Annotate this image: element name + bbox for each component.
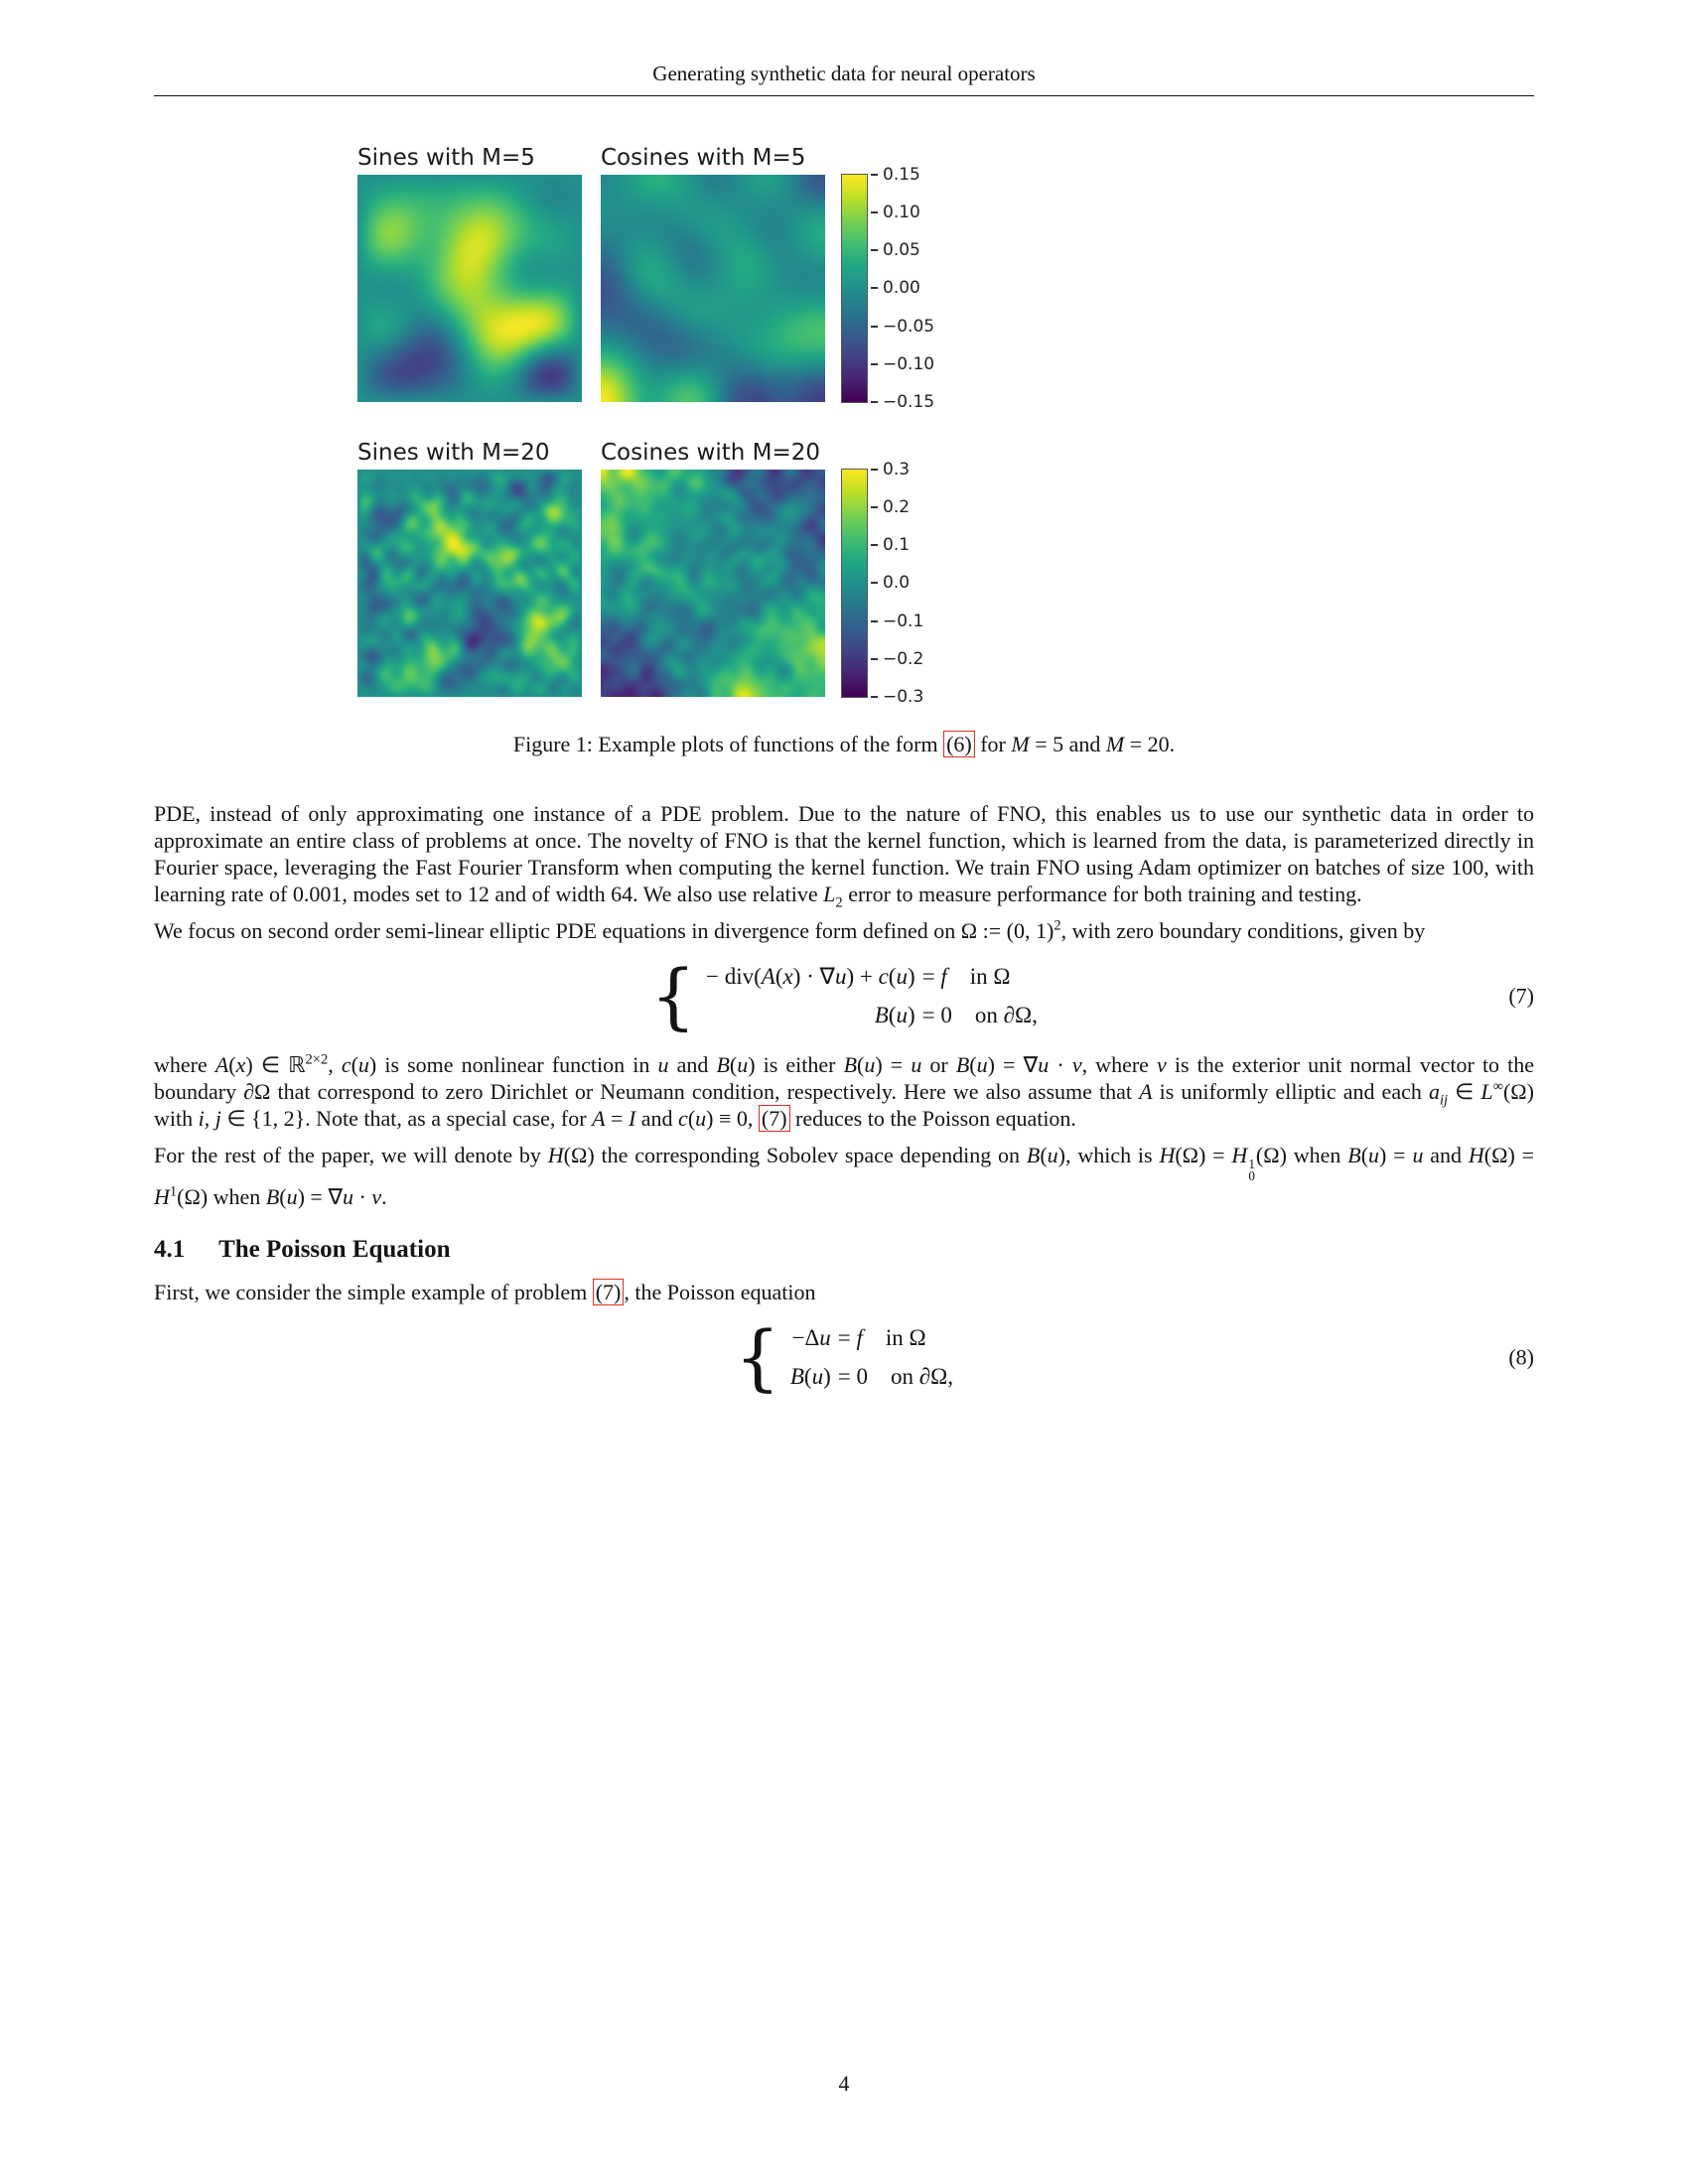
tick-mark (871, 211, 878, 213)
colorbar-ticks-row2 (871, 460, 923, 707)
text-segment: (Ω) = (1175, 1143, 1232, 1167)
text-segment: (Ω) the corresponding Sobolev space depending on (563, 1143, 1027, 1167)
colorbar-tick (871, 497, 910, 517)
text-segment: u (896, 1003, 908, 1027)
text-segment: M (1011, 732, 1030, 756)
text-segment: (Ω) when (1255, 1143, 1348, 1167)
heatmap-sines-m20 (357, 470, 582, 697)
text-segment: ( (279, 1183, 287, 1209)
equation-7 (154, 954, 1534, 1037)
text-segment: −Δ (791, 1324, 820, 1350)
text-segment: f (940, 964, 947, 989)
section-title: The Poisson Equation (218, 1235, 451, 1263)
text-segment: ) (823, 1363, 831, 1389)
tick-mark (871, 469, 878, 471)
text-segment: is uniformly elliptic and each (1152, 1079, 1429, 1104)
colorbar-tick (871, 278, 920, 298)
text-segment: ∈ {1, 2}. Note that, as a special case, for (220, 1106, 593, 1131)
text-segment: A (761, 964, 775, 989)
colorbar-tick (871, 317, 934, 337)
equation-lhs (706, 1002, 915, 1028)
text-segment: H (1159, 1143, 1176, 1167)
paragraph-poisson-intro (154, 1279, 1534, 1305)
text-segment: I (628, 1106, 636, 1131)
text-segment: ) ≡ 0, (706, 1106, 759, 1131)
text-segment: ) is either (748, 1052, 844, 1077)
tick-mark (871, 696, 878, 698)
equation-rhs (838, 1363, 953, 1390)
colorbar-tick (871, 535, 910, 555)
equation-number-7: (7) (1508, 983, 1534, 1009)
tick-label: 0.3 (883, 460, 911, 479)
tick-label: −0.15 (883, 391, 935, 412)
paragraph-sobolev (154, 1142, 1534, 1210)
text-segment: u (657, 1052, 669, 1077)
text-segment: B (955, 1052, 970, 1077)
figure-caption (154, 732, 1534, 757)
text-segment: 1 0 (1248, 1156, 1255, 1184)
cases-brace: { (735, 1314, 780, 1399)
text-segment: and (1423, 1143, 1469, 1167)
page-number: 4 (838, 2071, 850, 2096)
text-segment: = (605, 1106, 629, 1131)
text-segment: A (214, 1052, 229, 1077)
colorbar-tick (871, 687, 923, 707)
equation-ref-link[interactable]: (7) (759, 1105, 790, 1132)
tick-label: 0.05 (883, 240, 920, 261)
text-segment: We focus on second order semi-linear elliptic PDE equations in divergence form defined on Ω := (0, 1) (154, 918, 1055, 943)
text-segment: = (837, 1324, 857, 1350)
text-segment: ( (729, 1052, 738, 1077)
plot-title-cosines-m20: Cosines with M=20 (601, 440, 821, 466)
text-segment: ∞ (1492, 1078, 1503, 1095)
text-segment: x (235, 1052, 246, 1077)
plot-title-cosines-m5: Cosines with M=5 (601, 145, 806, 171)
text-segment: (Ω) with (154, 1079, 1534, 1131)
text-segment: B (789, 1363, 804, 1389)
text-segment: a (1428, 1079, 1440, 1104)
text-segment: For the rest of the paper, we will denote by (154, 1143, 548, 1167)
text-segment: L (1480, 1079, 1493, 1104)
paragraph-fno (154, 800, 1534, 911)
tick-label: −0.10 (883, 353, 935, 374)
text-segment: B (716, 1052, 730, 1077)
text-segment: ( (888, 1003, 897, 1027)
tick-label: 0.2 (883, 497, 911, 518)
text-segment: in Ω (946, 964, 1011, 989)
text-segment: ) (907, 964, 915, 989)
text-segment: B (843, 1052, 858, 1077)
text-segment: 2×2 (305, 1051, 329, 1068)
tick-mark (871, 506, 878, 508)
text-segment: ν (371, 1183, 382, 1209)
section-number: 4.1 (154, 1235, 186, 1263)
text-segment: u (737, 1052, 749, 1077)
text-segment: u (286, 1183, 298, 1209)
text-segment: and (635, 1106, 679, 1131)
text-segment: , the Poisson equation (624, 1279, 816, 1304)
text-segment: reduces to the Poisson equation. (789, 1106, 1076, 1131)
text-segment: ( (1040, 1143, 1048, 1167)
tick-mark (871, 401, 878, 403)
text-segment: error to measure performance for both training and testing. (842, 882, 1362, 906)
colorbar-tick (871, 392, 934, 412)
text-segment: ij (1439, 1092, 1449, 1109)
equation-cases (735, 1314, 953, 1399)
tick-mark (871, 249, 878, 251)
tick-mark (871, 658, 878, 660)
text-segment: ( (687, 1106, 696, 1131)
tick-mark (871, 363, 878, 365)
text-segment: . (381, 1183, 387, 1209)
colorbar-tick (871, 354, 934, 374)
text-segment: ) = ∇ (987, 1052, 1039, 1077)
text-segment: ∈ (1448, 1079, 1481, 1104)
plot-title-sines-m20: Sines with M=20 (357, 440, 550, 466)
text-segment: ( (351, 1052, 358, 1077)
text-segment: ( (888, 964, 897, 989)
text-segment: u (834, 964, 847, 989)
text-segment: (Ω) when (177, 1183, 266, 1209)
text-segment: u (911, 1052, 922, 1077)
text-segment: A (1139, 1079, 1153, 1104)
text-segment: ( (803, 1363, 812, 1389)
colorbar-tick (871, 573, 910, 593)
equation-rhs (922, 963, 1038, 990)
paragraph-where (154, 1051, 1534, 1132)
text-segment: H (1231, 1143, 1248, 1167)
text-segment: ( (1360, 1143, 1369, 1167)
text-segment: B (1026, 1143, 1041, 1167)
text-segment: ν (1071, 1052, 1082, 1077)
tick-mark (871, 620, 878, 622)
text-segment: ) = (1379, 1143, 1413, 1167)
tick-mark (871, 544, 878, 546)
heatmap-cosines-m20 (601, 470, 825, 697)
text-segment: u (1368, 1143, 1380, 1167)
tick-label: 0.00 (883, 278, 920, 299)
colorbar-tick (871, 165, 920, 185)
text-segment: ) ∈ ℝ (245, 1052, 306, 1077)
text-segment: B (265, 1183, 280, 1209)
text-segment: u (695, 1106, 707, 1131)
text-segment: u (357, 1052, 369, 1077)
section-heading-4-1 (154, 1236, 1534, 1263)
text-segment: u (819, 1324, 831, 1350)
text-segment: PDE, instead of only approximating one instance of a PDE problem. Due to the nature of FNO, this enables us to use our synthetic data in order to approximate an entire class of problems at once. The novelty of FNO is that the kernel function, which is learned from the data, is parameterized directly in Fourier space, leveraging the Fast Fourier Transform when computing the kernel function. We train FNO using Adam optimizer on batches of size 100, with learning rate of 0.001, modes set to 12 and of width 64. We also use relative (154, 801, 1534, 906)
text-segment: 2 (1054, 917, 1061, 934)
equation-lines (790, 1324, 953, 1390)
text-segment: u (864, 1052, 876, 1077)
text-segment: = 0 on ∂Ω, (921, 1003, 1038, 1027)
text-segment: = 5 and (1029, 732, 1106, 756)
colorbar-ticks-row1 (871, 165, 934, 412)
text-segment: u (343, 1183, 354, 1209)
heatmap-sines-m5 (357, 175, 582, 402)
text-segment: u (1412, 1143, 1424, 1167)
equation-rhs (922, 1002, 1038, 1028)
plot-title-sines-m5: Sines with M=5 (357, 145, 535, 171)
tick-label: −0.1 (883, 611, 924, 631)
text-segment: ( (857, 1052, 865, 1077)
text-segment: ) · ∇ (792, 964, 835, 989)
text-segment: ( (228, 1052, 236, 1077)
text-segment: ( (969, 1052, 977, 1077)
text-segment: c (341, 1052, 352, 1077)
text-segment: u (1038, 1052, 1050, 1077)
text-segment: H (547, 1143, 564, 1167)
equation-lhs (790, 1324, 831, 1351)
text-segment: , (328, 1052, 342, 1077)
text-segment: = 0 on ∂Ω, (837, 1363, 953, 1389)
text-segment: ) is some nonlinear function in (368, 1052, 658, 1077)
text-segment: = 20. (1124, 732, 1176, 756)
text-segment: , with zero boundary conditions, given by (1060, 918, 1426, 943)
text-segment: u (811, 1363, 824, 1389)
cases-brace: { (650, 954, 696, 1037)
text-segment: ), which is (1057, 1143, 1160, 1167)
text-segment: L (823, 882, 836, 906)
text-segment: (Ω) = (1483, 1143, 1535, 1167)
text-segment: B (874, 1003, 889, 1027)
text-segment: ν (1157, 1052, 1167, 1077)
text-segment: 1 (169, 1183, 178, 1200)
colorbar-tick (871, 240, 920, 260)
text-segment: x (782, 964, 793, 989)
tick-label: −0.2 (883, 648, 924, 669)
text-segment: First, we consider the simple example of problem (154, 1279, 593, 1304)
text-segment: A (592, 1106, 606, 1131)
text-segment: ) (907, 1003, 915, 1027)
text-segment: B (1347, 1143, 1361, 1167)
text-segment: ) + (846, 964, 879, 989)
text-segment: ) = (875, 1052, 912, 1077)
text-segment: 2 (835, 894, 843, 911)
text-segment: where (154, 1052, 215, 1077)
equation-cases (650, 954, 1038, 1037)
colorbar-tick (871, 203, 920, 222)
equation-ref-link[interactable]: (6) (943, 731, 975, 757)
tick-label: 0.15 (883, 165, 920, 185)
colorbar-row1 (842, 175, 867, 402)
header-rule (154, 95, 1534, 96)
tick-label: −0.3 (883, 686, 924, 707)
tick-label: 0.10 (883, 203, 920, 223)
text-segment: f (856, 1324, 863, 1350)
colorbar-tick (871, 612, 923, 631)
text-segment: u (1047, 1143, 1058, 1167)
equation-8 (154, 1314, 1534, 1399)
paragraph-pde-focus (154, 917, 1534, 944)
text-segment: for (974, 732, 1012, 756)
text-segment: is the exterior unit normal vector to the boundary ∂Ω that correspond to zero Dirichlet or Neumann condition, respectively. Here we also assume that (154, 1052, 1535, 1104)
text-segment: u (896, 964, 908, 989)
text-segment: − div( (705, 964, 762, 989)
text-segment: u (976, 1052, 988, 1077)
colorbar-tick (871, 460, 910, 479)
equation-number-8: (8) (1508, 1344, 1534, 1370)
tick-mark (871, 582, 878, 584)
tick-label: 0.1 (883, 535, 911, 556)
text-segment: c (878, 964, 889, 989)
equation-lhs (706, 963, 915, 990)
tick-mark (871, 174, 878, 176)
text-segment: in Ω (862, 1324, 926, 1350)
page-body (154, 800, 1534, 1413)
text-segment: or (921, 1052, 956, 1077)
text-segment: ( (774, 964, 783, 989)
text-segment: H (1468, 1143, 1484, 1167)
tick-mark (871, 287, 878, 289)
text-segment: ) = ∇ (297, 1183, 344, 1209)
text-segment: · (1049, 1052, 1072, 1077)
text-segment: , where (1081, 1052, 1158, 1077)
colorbar-row2 (842, 470, 867, 697)
tick-label: 0.0 (883, 573, 911, 594)
equation-lhs (790, 1363, 831, 1390)
equation-lines (706, 963, 1038, 1028)
text-segment: · (353, 1183, 372, 1209)
heatmap-cosines-m5 (601, 175, 825, 402)
running-head-title: Generating synthetic data for neural operators (652, 62, 1036, 85)
tick-mark (871, 326, 878, 328)
colorbar-tick (871, 649, 923, 669)
tick-label: −0.05 (883, 316, 935, 337)
text-segment: H (154, 1183, 170, 1209)
equation-rhs (838, 1324, 953, 1351)
text-segment: c (678, 1106, 688, 1131)
text-segment: and (668, 1052, 717, 1077)
text-segment: = (921, 964, 941, 989)
text-segment: Figure 1: Example plots of functions of the form (512, 732, 944, 756)
text-segment: i, j (198, 1106, 221, 1131)
equation-ref-link[interactable]: (7) (593, 1279, 625, 1305)
text-segment: M (1105, 732, 1125, 756)
